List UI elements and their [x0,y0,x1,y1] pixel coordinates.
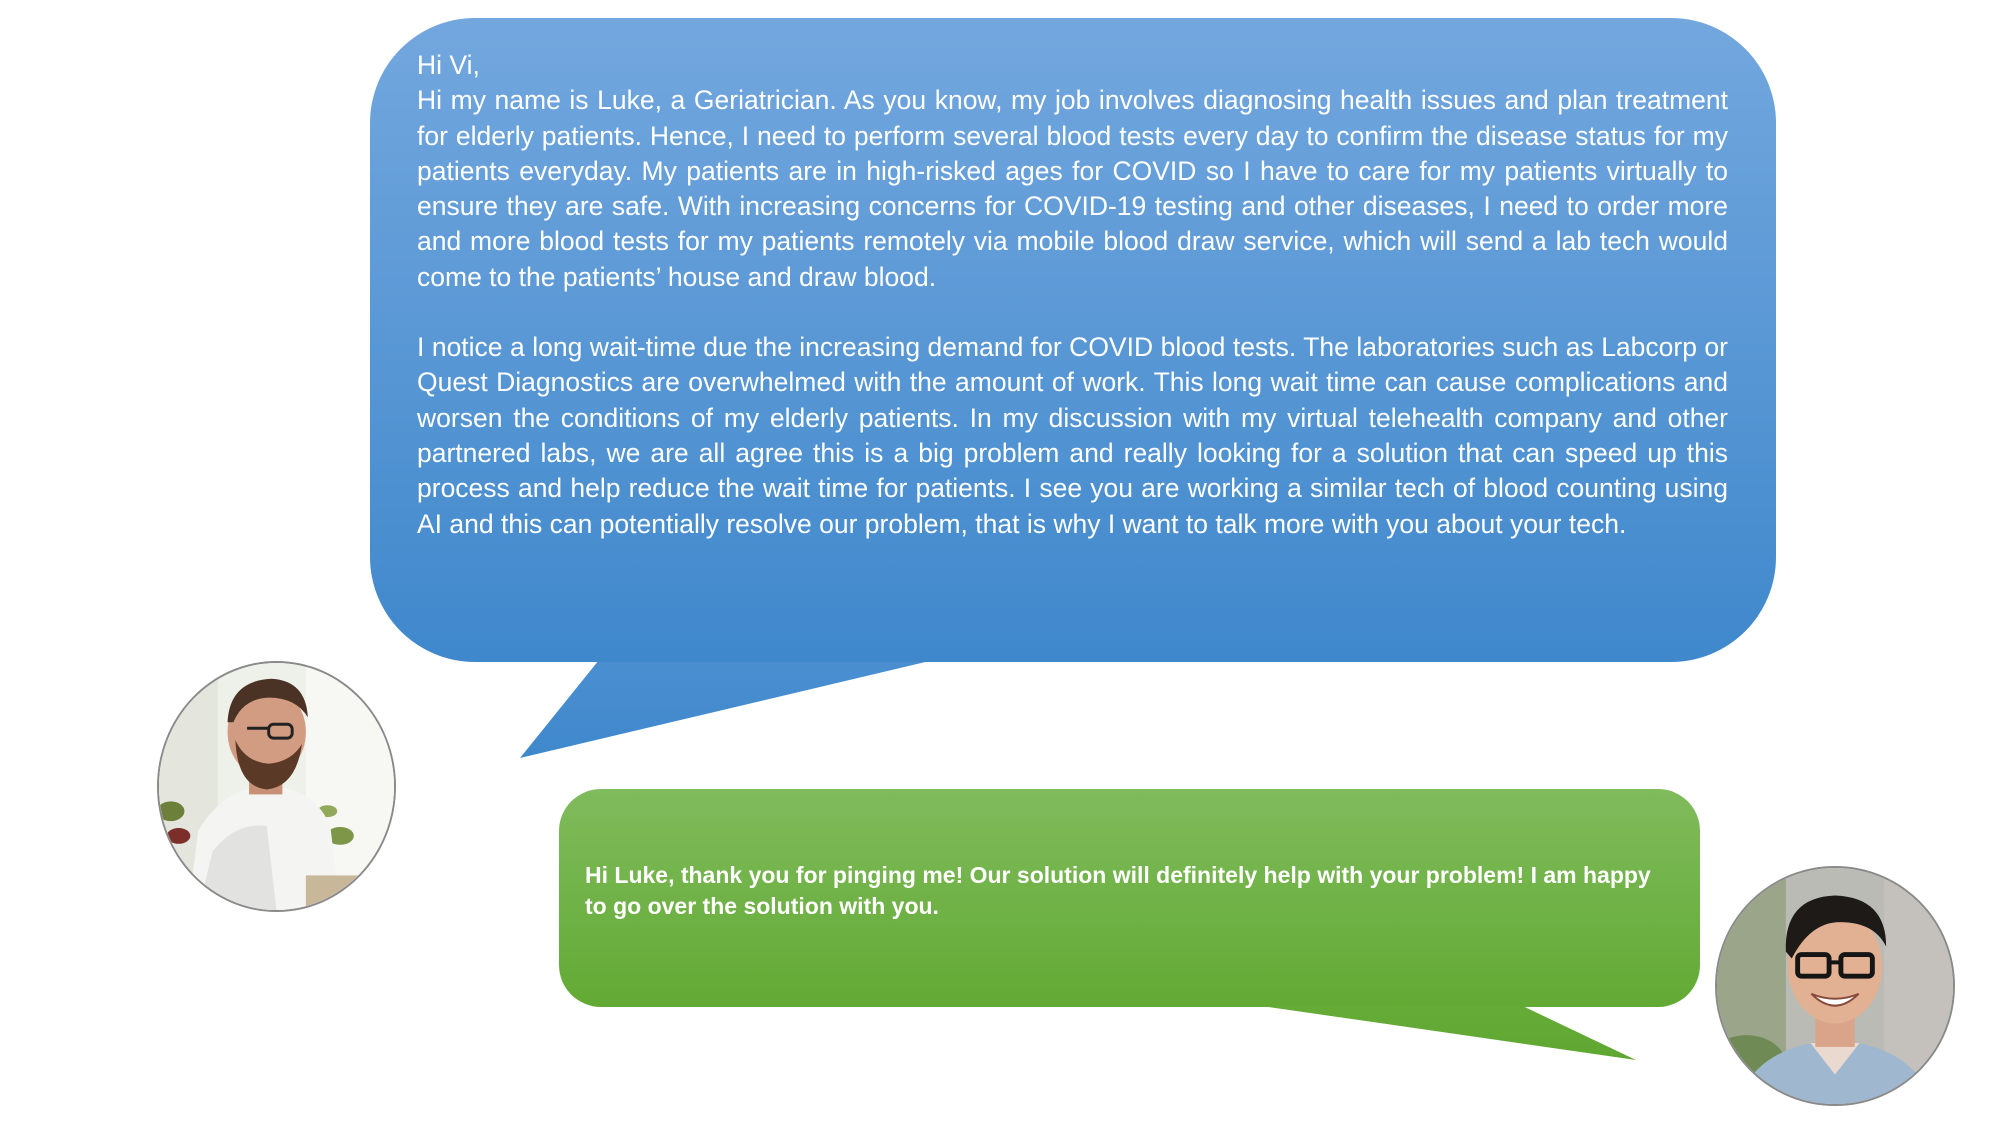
vi-speech-bubble [559,789,1700,1007]
luke-paragraph-2: I notice a long wait-time due the increasing demand for COVID blood tests. The laboratories such as Labcorp or Quest Diagnostics are overwhelmed with the amount of work. This long wait time can cause complications and worsen the conditions of my elderly patients. In my discussion with my virtual telehealth company and other partnered labs, we are all agree this is a big problem and really looking for a solution that can speed up this process and help reduce the wait time for patients. I see you are working a similar tech of blood counting using AI and this can potentially resolve our problem, that is why I want to talk more with you about your tech. [417,332,1728,539]
vi-portrait-icon [1717,868,1953,1104]
luke-paragraph-1: Hi my name is Luke, a Geriatrician. As you know, my job involves diagnosing health issues and plan treatment for elderly patients. Hence, I need to perform several blood tests every day to confirm the disease status for my patients everyday. My patients are in high-risked ages for COVID so I have to care for my patients virtually to ensure they are safe. With increasing concerns for COVID-19 testing and other diseases, I need to order more and more blood tests for my patients remotely via mobile blood draw service, which will send a lab tech would come to the patients’ house and draw blood. [417,85,1728,292]
luke-bubble-tail [520,655,955,758]
luke-avatar [157,661,396,912]
vi-message-text: Hi Luke, thank you for pinging me! Our solution will definitely help with your problem! I am happy to go over the solution with you. [585,862,1651,919]
doctor-portrait-icon [159,663,394,910]
vi-avatar [1715,866,1955,1106]
vi-bubble-tail [1220,1000,1636,1060]
luke-greeting: Hi Vi, [417,50,480,80]
luke-speech-bubble [370,18,1776,662]
